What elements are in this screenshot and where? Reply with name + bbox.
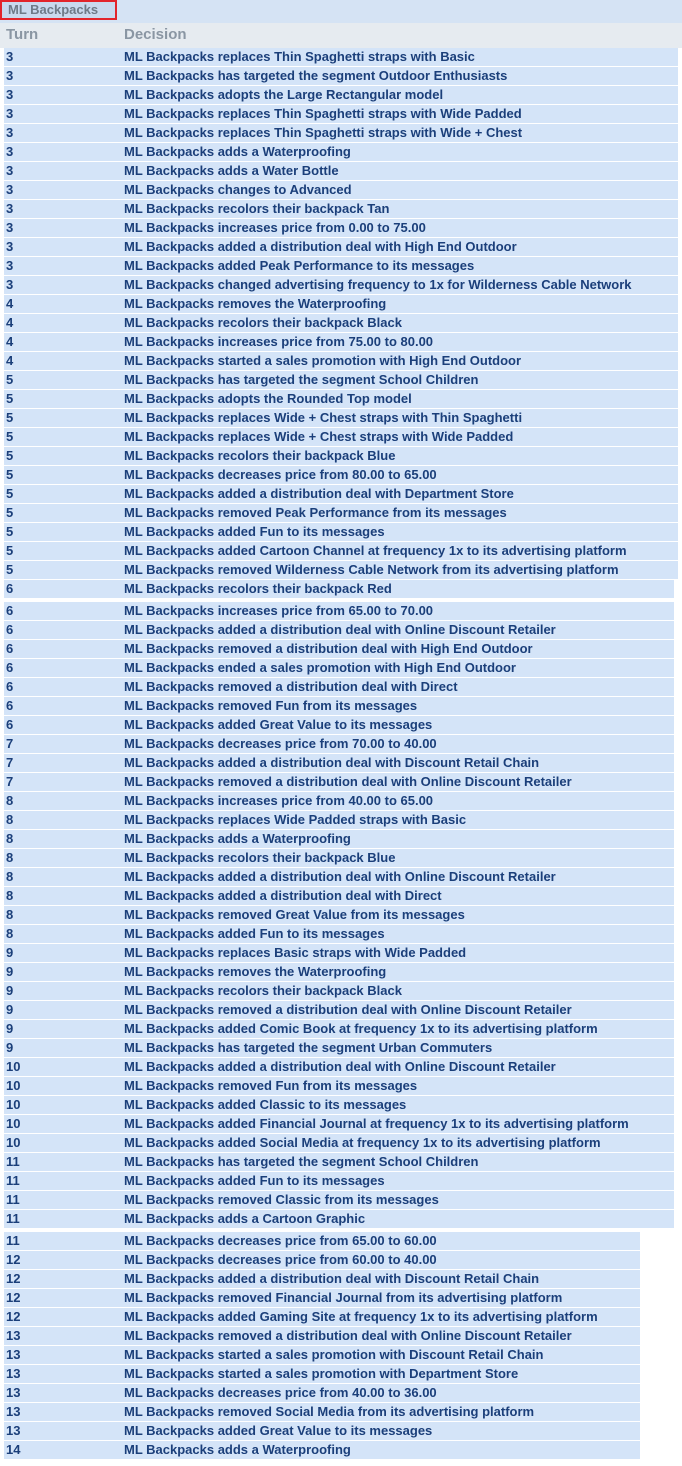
turn-cell: 10 xyxy=(6,1116,21,1131)
turn-cell: 10 xyxy=(6,1059,21,1074)
decision-cell: ML Backpacks recolors their backpack Black xyxy=(124,315,402,330)
decision-cell: ML Backpacks recolors their backpack Blue xyxy=(124,850,396,865)
decision-cell: ML Backpacks started a sales promotion with High End Outdoor xyxy=(124,353,522,368)
column-header-turn[interactable]: Turn xyxy=(6,26,39,43)
turn-cell: 10 xyxy=(6,1135,21,1150)
turn-cell: 10 xyxy=(6,1078,21,1093)
table-row xyxy=(0,447,682,466)
table-row xyxy=(0,409,682,428)
decision-cell: ML Backpacks has targeted the segment School Children xyxy=(124,1154,479,1169)
decision-cell: ML Backpacks added a distribution deal with Discount Retail Chain xyxy=(124,1271,540,1286)
turn-cell: 5 xyxy=(6,467,14,482)
table-row xyxy=(0,485,682,504)
turn-cell: 3 xyxy=(6,106,14,121)
turn-cell: 8 xyxy=(6,831,14,846)
table-row xyxy=(0,1346,682,1365)
decision-cell: ML Backpacks removes the Waterproofing xyxy=(124,964,387,979)
table-row xyxy=(0,1115,682,1134)
turn-cell: 13 xyxy=(6,1423,21,1438)
table-body xyxy=(0,48,682,1460)
table-row xyxy=(0,580,682,602)
turn-cell: 3 xyxy=(6,68,14,83)
table-row xyxy=(0,1308,682,1327)
table-row xyxy=(0,1191,682,1210)
decision-cell: ML Backpacks added Fun to its messages xyxy=(124,1173,385,1188)
turn-cell: 13 xyxy=(6,1404,21,1419)
table-row xyxy=(0,428,682,447)
table-row xyxy=(0,1058,682,1077)
table-row xyxy=(0,1039,682,1058)
table-row xyxy=(0,561,682,580)
decision-cell: ML Backpacks removed a distribution deal with Online Discount Retailer xyxy=(124,1002,572,1017)
turn-cell: 9 xyxy=(6,945,14,960)
turn-cell: 5 xyxy=(6,505,14,520)
table-row xyxy=(0,906,682,925)
table-row xyxy=(0,1365,682,1384)
table-row xyxy=(0,1096,682,1115)
table-row xyxy=(0,1270,682,1289)
turn-cell: 5 xyxy=(6,486,14,501)
decision-cell: ML Backpacks recolors their backpack Red xyxy=(124,581,392,596)
decision-cell: ML Backpacks removed a distribution deal with Online Discount Retailer xyxy=(124,1328,572,1343)
table-row xyxy=(0,925,682,944)
decision-cell: ML Backpacks added Gaming Site at frequency 1x to its advertising platform xyxy=(124,1309,598,1324)
table-row xyxy=(0,371,682,390)
table-row xyxy=(0,811,682,830)
table-row xyxy=(0,219,682,238)
table-row xyxy=(0,333,682,352)
table-row xyxy=(0,849,682,868)
table-row xyxy=(0,276,682,295)
decision-cell: ML Backpacks added Financial Journal at frequency 1x to its advertising platform xyxy=(124,1116,629,1131)
turn-cell: 3 xyxy=(6,125,14,140)
decision-cell: ML Backpacks added Great Value to its messages xyxy=(124,1423,433,1438)
decision-cell: ML Backpacks decreases price from 70.00 to 40.00 xyxy=(124,736,437,751)
decision-cell: ML Backpacks removed Peak Performance from its messages xyxy=(124,505,507,520)
decision-cell: ML Backpacks ended a sales promotion with High End Outdoor xyxy=(124,660,516,675)
turn-cell: 11 xyxy=(6,1154,20,1169)
turn-cell: 4 xyxy=(6,334,14,349)
decision-cell: ML Backpacks replaces Wide + Chest straps with Wide Padded xyxy=(124,429,514,444)
table-row xyxy=(0,181,682,200)
decision-cell: ML Backpacks decreases price from 60.00 to 40.00 xyxy=(124,1252,437,1267)
turn-cell: 5 xyxy=(6,391,14,406)
turn-cell: 4 xyxy=(6,296,14,311)
table-row xyxy=(0,754,682,773)
turn-cell: 4 xyxy=(6,315,14,330)
decision-cell: ML Backpacks removed Fun from its messages xyxy=(124,698,418,713)
turn-cell: 13 xyxy=(6,1347,21,1362)
table-row xyxy=(0,238,682,257)
decision-cell: ML Backpacks increases price from 40.00 to 65.00 xyxy=(124,793,434,808)
table-row xyxy=(0,48,682,67)
table-row xyxy=(0,1441,682,1460)
decision-cell: ML Backpacks has targeted the segment School Children xyxy=(124,372,479,387)
decision-cell: ML Backpacks added Cartoon Channel at frequency 1x to its advertising platform xyxy=(124,543,627,558)
turn-cell: 3 xyxy=(6,182,14,197)
table-row xyxy=(0,124,682,143)
table-row xyxy=(0,1232,682,1251)
table-row xyxy=(0,640,682,659)
table-row xyxy=(0,1422,682,1441)
turn-cell: 6 xyxy=(6,717,14,732)
table-row xyxy=(0,659,682,678)
table-row xyxy=(0,143,682,162)
turn-cell: 3 xyxy=(6,201,14,216)
decision-cell: ML Backpacks started a sales promotion with Discount Retail Chain xyxy=(124,1347,544,1362)
decision-cell: ML Backpacks has targeted the segment Outdoor Enthusiasts xyxy=(124,68,508,83)
decision-cell: ML Backpacks recolors their backpack Tan xyxy=(124,201,390,216)
table-row xyxy=(0,1077,682,1096)
decision-cell: ML Backpacks adds a Waterproofing xyxy=(124,1442,351,1457)
row-background xyxy=(4,162,678,180)
turn-cell: 9 xyxy=(6,1021,14,1036)
turn-cell: 9 xyxy=(6,1002,14,1017)
decision-cell: ML Backpacks decreases price from 80.00 to 65.00 xyxy=(124,467,437,482)
turn-cell: 5 xyxy=(6,524,14,539)
decision-cell: ML Backpacks adds a Waterproofing xyxy=(124,144,351,159)
turn-cell: 6 xyxy=(6,698,14,713)
decision-cell: ML Backpacks adopts the Large Rectangular model xyxy=(124,87,444,102)
decision-cell: ML Backpacks increases price from 75.00 to 80.00 xyxy=(124,334,434,349)
turn-cell: 6 xyxy=(6,622,14,637)
table-row xyxy=(0,162,682,181)
decision-cell: ML Backpacks added a distribution deal with Discount Retail Chain xyxy=(124,755,540,770)
turn-cell: 3 xyxy=(6,87,14,102)
table-row xyxy=(0,944,682,963)
tab-title[interactable]: ML Backpacks xyxy=(0,0,117,20)
turn-cell: 9 xyxy=(6,1040,14,1055)
decision-cell: ML Backpacks added a distribution deal with High End Outdoor xyxy=(124,239,517,254)
turn-cell: 3 xyxy=(6,144,14,159)
turn-cell: 9 xyxy=(6,964,14,979)
turn-cell: 11 xyxy=(6,1233,20,1248)
table-row xyxy=(0,716,682,735)
decision-cell: ML Backpacks adds a Water Bottle xyxy=(124,163,339,178)
table-row xyxy=(0,1020,682,1039)
decision-cell: ML Backpacks recolors their backpack Black xyxy=(124,983,402,998)
title-bar xyxy=(0,0,682,23)
table-row xyxy=(0,830,682,849)
table-row xyxy=(0,314,682,333)
column-header-decision[interactable]: Decision xyxy=(124,26,187,43)
table-row xyxy=(0,887,682,906)
turn-cell: 5 xyxy=(6,372,14,387)
turn-cell: 3 xyxy=(6,49,14,64)
turn-cell: 7 xyxy=(6,736,14,751)
table-row xyxy=(0,1384,682,1403)
turn-cell: 6 xyxy=(6,641,14,656)
table-row xyxy=(0,200,682,219)
decision-cell: ML Backpacks replaces Wide + Chest straps with Thin Spaghetti xyxy=(124,410,523,425)
decision-cell: ML Backpacks removed Financial Journal from its advertising platform xyxy=(124,1290,563,1305)
table-row xyxy=(0,602,682,621)
decision-cell: ML Backpacks increases price from 0.00 to 75.00 xyxy=(124,220,426,235)
decision-cell: ML Backpacks added Fun to its messages xyxy=(124,524,385,539)
decision-cell: ML Backpacks recolors their backpack Blue xyxy=(124,448,396,463)
decision-cell: ML Backpacks replaces Thin Spaghetti straps with Wide Padded xyxy=(124,106,522,121)
turn-cell: 8 xyxy=(6,888,14,903)
decision-cell: ML Backpacks removed Fun from its messages xyxy=(124,1078,418,1093)
decision-cell: ML Backpacks removed Wilderness Cable Network from its advertising platform xyxy=(124,562,619,577)
decision-cell: ML Backpacks replaces Basic straps with Wide Padded xyxy=(124,945,467,960)
turn-cell: 7 xyxy=(6,774,14,789)
turn-cell: 8 xyxy=(6,793,14,808)
table-row xyxy=(0,466,682,485)
turn-cell: 8 xyxy=(6,850,14,865)
table-row xyxy=(0,86,682,105)
turn-cell: 12 xyxy=(6,1309,21,1324)
decision-cell: ML Backpacks changed advertising frequency to 1x for Wilderness Cable Network xyxy=(124,277,632,292)
table-row xyxy=(0,105,682,124)
table-row xyxy=(0,1001,682,1020)
turn-cell: 8 xyxy=(6,926,14,941)
table-row xyxy=(0,792,682,811)
decision-cell: ML Backpacks removed a distribution deal with High End Outdoor xyxy=(124,641,533,656)
table-row xyxy=(0,257,682,276)
decision-cell: ML Backpacks has targeted the segment Urban Commuters xyxy=(124,1040,493,1055)
decision-cell: ML Backpacks decreases price from 40.00 to 36.00 xyxy=(124,1385,437,1400)
decision-cell: ML Backpacks added Fun to its messages xyxy=(124,926,385,941)
turn-cell: 11 xyxy=(6,1173,20,1188)
table-row xyxy=(0,352,682,371)
turn-cell: 3 xyxy=(6,258,14,273)
table-row xyxy=(0,735,682,754)
decision-cell: ML Backpacks adds a Cartoon Graphic xyxy=(124,1211,366,1226)
turn-cell: 13 xyxy=(6,1328,21,1343)
turn-cell: 13 xyxy=(6,1385,21,1400)
turn-cell: 6 xyxy=(6,660,14,675)
decision-cell: ML Backpacks changes to Advanced xyxy=(124,182,352,197)
turn-cell: 3 xyxy=(6,220,14,235)
table-row xyxy=(0,390,682,409)
turn-cell: 3 xyxy=(6,163,14,178)
turn-cell: 3 xyxy=(6,239,14,254)
decision-cell: ML Backpacks added Comic Book at frequency 1x to its advertising platform xyxy=(124,1021,598,1036)
turn-cell: 8 xyxy=(6,869,14,884)
table-row xyxy=(0,1210,682,1232)
turn-cell: 5 xyxy=(6,429,14,444)
decision-cell: ML Backpacks decreases price from 65.00 to 60.00 xyxy=(124,1233,437,1248)
table-row xyxy=(0,1251,682,1270)
table-row xyxy=(0,678,682,697)
table-row xyxy=(0,295,682,314)
turn-cell: 9 xyxy=(6,983,14,998)
decision-cell: ML Backpacks removed a distribution deal with Direct xyxy=(124,679,458,694)
turn-cell: 14 xyxy=(6,1442,21,1457)
table-row xyxy=(0,542,682,561)
turn-cell: 12 xyxy=(6,1252,21,1267)
turn-cell: 5 xyxy=(6,562,14,577)
decision-cell: ML Backpacks adds a Waterproofing xyxy=(124,831,351,846)
table-row xyxy=(0,697,682,716)
decision-cell: ML Backpacks added Classic to its messages xyxy=(124,1097,407,1112)
decision-cell: ML Backpacks replaces Thin Spaghetti straps with Basic xyxy=(124,49,475,64)
table-row xyxy=(0,1172,682,1191)
turn-cell: 3 xyxy=(6,277,14,292)
turn-cell: 6 xyxy=(6,679,14,694)
decision-cell: ML Backpacks added a distribution deal with Department Store xyxy=(124,486,514,501)
table-header xyxy=(0,23,682,48)
decision-cell: ML Backpacks added Peak Performance to its messages xyxy=(124,258,475,273)
turn-cell: 13 xyxy=(6,1366,21,1381)
table-row xyxy=(0,621,682,640)
decision-cell: ML Backpacks increases price from 65.00 to 70.00 xyxy=(124,603,434,618)
table-row xyxy=(0,982,682,1001)
decision-cell: ML Backpacks added a distribution deal with Online Discount Retailer xyxy=(124,1059,556,1074)
decision-cell: ML Backpacks removed Social Media from its advertising platform xyxy=(124,1404,535,1419)
table-row xyxy=(0,1327,682,1346)
turn-cell: 5 xyxy=(6,448,14,463)
table-row xyxy=(0,1153,682,1172)
table-row xyxy=(0,868,682,887)
table-row xyxy=(0,67,682,86)
turn-cell: 7 xyxy=(6,755,14,770)
turn-cell: 8 xyxy=(6,907,14,922)
turn-cell: 10 xyxy=(6,1097,21,1112)
decision-cell: ML Backpacks added Social Media at frequency 1x to its advertising platform xyxy=(124,1135,601,1150)
decision-cell: ML Backpacks removes the Waterproofing xyxy=(124,296,387,311)
decision-cell: ML Backpacks removed a distribution deal with Online Discount Retailer xyxy=(124,774,572,789)
table-row xyxy=(0,1134,682,1153)
turn-cell: 5 xyxy=(6,410,14,425)
decision-cell: ML Backpacks replaces Wide Padded straps with Basic xyxy=(124,812,467,827)
decision-cell: ML Backpacks removed Classic from its messages xyxy=(124,1192,439,1207)
table-row xyxy=(0,504,682,523)
decision-cell: ML Backpacks adopts the Rounded Top model xyxy=(124,391,412,406)
turn-cell: 12 xyxy=(6,1271,21,1286)
decision-cell: ML Backpacks replaces Thin Spaghetti straps with Wide + Chest xyxy=(124,125,523,140)
turn-cell: 8 xyxy=(6,812,14,827)
turn-cell: 6 xyxy=(6,581,14,596)
decision-cell: ML Backpacks added a distribution deal with Online Discount Retailer xyxy=(124,622,556,637)
table-row xyxy=(0,773,682,792)
decision-cell: ML Backpacks added a distribution deal with Direct xyxy=(124,888,442,903)
decision-cell: ML Backpacks started a sales promotion with Department Store xyxy=(124,1366,519,1381)
turn-cell: 11 xyxy=(6,1211,20,1226)
table-row xyxy=(0,963,682,982)
turn-cell: 6 xyxy=(6,603,14,618)
turn-cell: 12 xyxy=(6,1290,21,1305)
turn-cell: 11 xyxy=(6,1192,20,1207)
turn-cell: 4 xyxy=(6,353,14,368)
table-row xyxy=(0,1403,682,1422)
turn-cell: 5 xyxy=(6,543,14,558)
table-row xyxy=(0,523,682,542)
decision-cell: ML Backpacks removed Great Value from its messages xyxy=(124,907,465,922)
table-row xyxy=(0,1289,682,1308)
decision-cell: ML Backpacks added Great Value to its messages xyxy=(124,717,433,732)
decision-cell: ML Backpacks added a distribution deal with Online Discount Retailer xyxy=(124,869,556,884)
